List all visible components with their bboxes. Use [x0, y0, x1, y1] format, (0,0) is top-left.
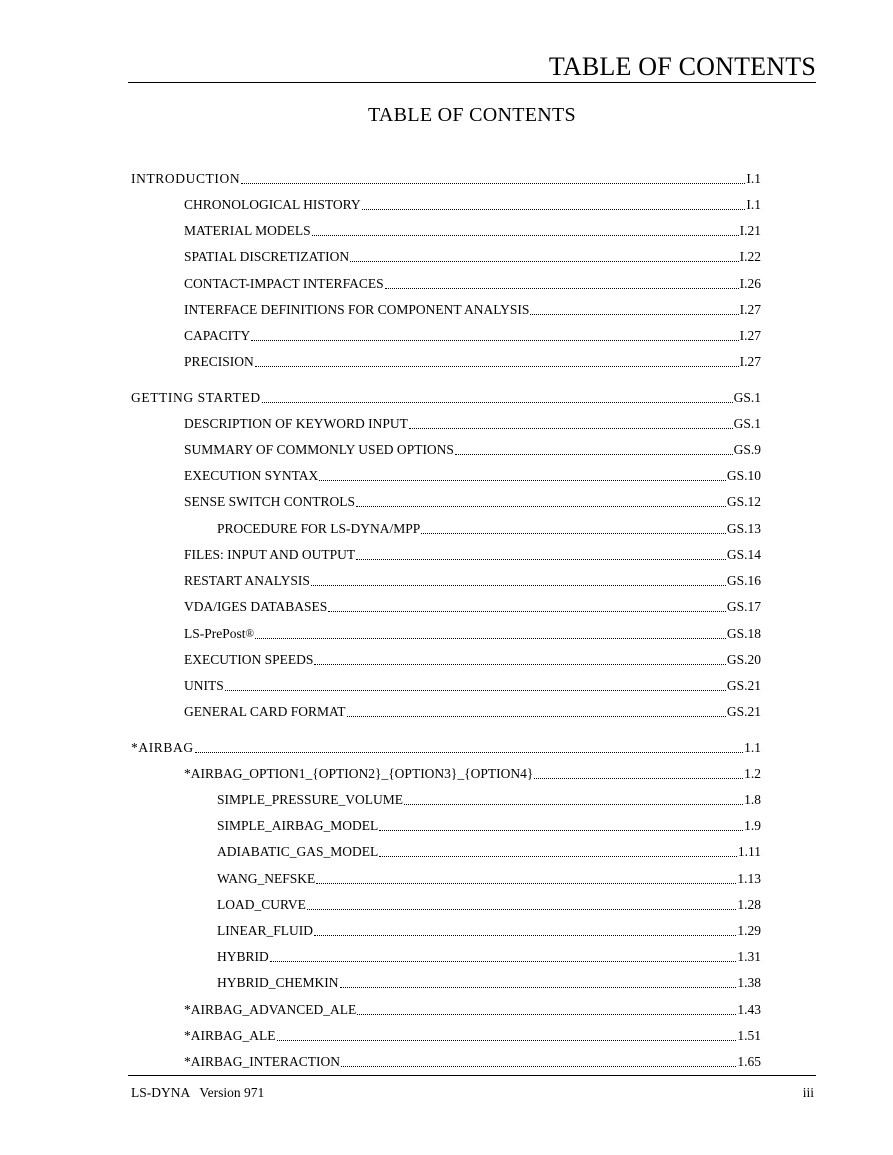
dot-leader	[319, 480, 726, 481]
toc-entry-title: GENERAL CARD FORMAT	[184, 704, 346, 719]
dot-leader	[421, 533, 726, 534]
toc-entry-page-number: I.26	[739, 276, 761, 291]
dot-leader	[277, 1040, 737, 1041]
toc-entry-page-number: I.22	[739, 249, 761, 264]
dot-leader	[314, 664, 725, 665]
toc-entry-page-number: 1.65	[737, 1054, 761, 1069]
toc-entry[interactable]	[184, 1053, 761, 1071]
toc-entry-page-number: I.21	[739, 223, 761, 238]
dot-leader	[347, 716, 726, 717]
toc-entry[interactable]	[184, 353, 761, 371]
toc-entry-title: *AIRBAG_ALE	[184, 1028, 276, 1043]
toc-entry-page-number: 1.11	[737, 844, 761, 859]
toc-entry[interactable]	[131, 389, 761, 407]
toc-entry[interactable]	[184, 651, 761, 669]
toc-entry-title: PRECISION	[184, 354, 254, 369]
toc-entry-page-number: GS.20	[726, 652, 761, 667]
toc-entry-title: SIMPLE_AIRBAG_MODEL	[217, 818, 379, 833]
toc-entry-page-number: 1.43	[737, 1002, 761, 1017]
toc-entry-title: LINEAR_FLUID	[217, 923, 313, 938]
dot-leader	[362, 209, 746, 210]
toc-entry-title: UNITS	[184, 678, 224, 693]
dot-leader	[404, 804, 743, 805]
toc-entry[interactable]	[184, 677, 761, 695]
toc-entry-page-number: GS.21	[726, 704, 761, 719]
toc-entry[interactable]	[184, 222, 761, 240]
toc-entry[interactable]	[217, 520, 761, 538]
running-header: TABLE OF CONTENTS	[548, 52, 816, 81]
toc-entry-page-number: I.27	[739, 302, 761, 317]
toc-entry-page-number: GS.1	[733, 416, 761, 431]
toc-entry[interactable]	[184, 1027, 761, 1045]
toc-entry[interactable]	[184, 441, 761, 459]
toc-entry-page-number: GS.17	[726, 599, 761, 614]
toc-entry[interactable]	[184, 546, 761, 564]
toc-entry-title: INTERFACE DEFINITIONS FOR COMPONENT ANALYSIS	[184, 302, 530, 317]
dot-leader	[312, 235, 739, 236]
toc-entry[interactable]	[184, 625, 761, 643]
dot-leader	[307, 909, 736, 910]
dot-leader	[251, 340, 738, 341]
toc-entry-page-number: GS.9	[733, 442, 761, 457]
toc-entry[interactable]	[184, 598, 761, 616]
toc-entry-page-number: I.1	[746, 171, 761, 186]
toc-entry-title: CAPACITY	[184, 328, 251, 343]
toc-entry[interactable]	[184, 493, 761, 511]
toc-entry-title: EXECUTION SYNTAX	[184, 468, 319, 483]
dot-leader	[316, 883, 736, 884]
toc-entry-title: WANG_NEFSKE	[217, 871, 316, 886]
toc-entry-page-number: GS.12	[726, 494, 761, 509]
toc-entry-page-number: 1.9	[744, 818, 761, 833]
toc-entry-title: GETTING STARTED	[131, 390, 261, 405]
toc-entry-page-number: I.27	[739, 328, 761, 343]
toc-entry-page-number: GS.13	[726, 521, 761, 536]
toc-entry-page-number: I.1	[746, 197, 761, 212]
footer-rule	[128, 1075, 816, 1076]
dot-leader	[455, 454, 733, 455]
dot-leader	[356, 506, 726, 507]
registered-mark: ®	[245, 628, 255, 640]
toc-entry-title: SIMPLE_PRESSURE_VOLUME	[217, 792, 404, 807]
toc-entry-page-number: 1.38	[737, 975, 761, 990]
toc-entry-title: LS-PrePost	[184, 626, 246, 641]
toc-entry-title: SUMMARY OF COMMONLY USED OPTIONS	[184, 442, 454, 457]
dot-leader	[357, 1014, 736, 1015]
toc-entry-page-number: GS.21	[726, 678, 761, 693]
toc-entry-page-number: 1.8	[744, 792, 761, 807]
toc-entry-page-number: 1.31	[737, 949, 761, 964]
toc-entry[interactable]	[184, 1001, 761, 1019]
toc-entry-page-number: GS.18	[726, 626, 761, 641]
dot-leader	[340, 987, 737, 988]
toc-entry-title: SENSE SWITCH CONTROLS	[184, 494, 356, 509]
toc-entry-title: CONTACT-IMPACT INTERFACES	[184, 276, 384, 291]
dot-leader	[409, 428, 733, 429]
dot-leader	[262, 402, 733, 403]
dot-leader	[255, 366, 739, 367]
toc-entry-title: CHRONOLOGICAL HISTORY	[184, 197, 361, 212]
toc-entry[interactable]	[131, 739, 761, 757]
dot-leader	[195, 752, 743, 753]
toc-entry-title: EXECUTION SPEEDS	[184, 652, 314, 667]
toc-entry[interactable]	[184, 327, 761, 345]
toc-entry-title: *AIRBAG_INTERACTION	[184, 1054, 340, 1069]
toc-entry-title: LOAD_CURVE	[217, 897, 306, 912]
header-rule	[128, 82, 816, 83]
dot-leader	[314, 935, 736, 936]
toc-entry-page-number: GS.1	[733, 390, 761, 405]
toc-entry-page-number: 1.28	[737, 897, 761, 912]
footer-page-number: iii	[802, 1085, 814, 1100]
toc-entry-page-number: 1.29	[737, 923, 761, 938]
toc-entry-title: MATERIAL MODELS	[184, 223, 311, 238]
toc-entry-title: HYBRID_CHEMKIN	[217, 975, 339, 990]
dot-leader	[311, 585, 726, 586]
toc-entry[interactable]	[184, 301, 761, 319]
dot-leader	[379, 830, 743, 831]
dot-leader	[350, 261, 738, 262]
dot-leader	[341, 1066, 736, 1067]
toc-entry[interactable]	[184, 196, 761, 214]
toc-entry[interactable]	[184, 467, 761, 485]
dot-leader	[379, 856, 737, 857]
toc-entry[interactable]	[131, 170, 761, 188]
toc-entry-page-number: I.27	[739, 354, 761, 369]
toc-entry[interactable]	[184, 572, 761, 590]
toc-entry-title: HYBRID	[217, 949, 269, 964]
toc-entry-page-number: 1.2	[744, 766, 761, 781]
dot-leader	[385, 288, 739, 289]
dot-leader	[270, 961, 737, 962]
toc-entry-page-number: GS.16	[726, 573, 761, 588]
toc-entry[interactable]	[217, 843, 761, 861]
dot-leader	[225, 690, 726, 691]
toc-entry-page-number: 1.13	[737, 871, 761, 886]
dot-leader	[356, 559, 726, 560]
toc-entry-page-number: 1.51	[737, 1028, 761, 1043]
toc-entry[interactable]	[184, 248, 761, 266]
toc-entry-title: ADIABATIC_GAS_MODEL	[217, 844, 379, 859]
toc-entry[interactable]	[184, 275, 761, 293]
toc-entry-title: RESTART ANALYSIS	[184, 573, 310, 588]
toc-entry-title: DESCRIPTION OF KEYWORD INPUT	[184, 416, 408, 431]
dot-leader	[241, 183, 745, 184]
toc-entry[interactable]	[217, 948, 761, 966]
toc-entry-title: *AIRBAG	[131, 740, 194, 755]
toc-entry[interactable]	[217, 870, 761, 888]
toc-entry[interactable]	[217, 817, 761, 835]
toc-entry-page-number: 1.1	[744, 740, 761, 755]
dot-leader	[328, 611, 726, 612]
toc-entry-title: *AIRBAG_ADVANCED_ALE	[184, 1002, 357, 1017]
page-title: TABLE OF CONTENTS	[368, 104, 576, 126]
toc-entry[interactable]	[217, 791, 761, 809]
toc-entry-title: INTRODUCTION	[131, 171, 241, 186]
toc-entry-title: SPATIAL DISCRETIZATION	[184, 249, 350, 264]
toc-entry-title: *AIRBAG_OPTION1_{OPTION2}_{OPTION3}_{OPTION4}	[184, 766, 534, 781]
toc-entry[interactable]	[217, 922, 761, 940]
dot-leader	[255, 638, 726, 639]
toc-entry[interactable]	[184, 415, 761, 433]
toc-entry[interactable]	[217, 896, 761, 914]
toc-entry[interactable]	[217, 974, 761, 992]
footer-document-version: LS-DYNA Version 971	[131, 1085, 265, 1100]
toc-entry-title: VDA/IGES DATABASES	[184, 599, 328, 614]
dot-leader	[530, 314, 738, 315]
toc-entry-title: PROCEDURE FOR LS-DYNA/MPP	[217, 521, 421, 536]
toc-entry-page-number: GS.10	[726, 468, 761, 483]
toc-entry-page-number: GS.14	[726, 547, 761, 562]
toc-entry[interactable]	[184, 703, 761, 721]
dot-leader	[534, 778, 743, 779]
toc-entry-title: FILES: INPUT AND OUTPUT	[184, 547, 356, 562]
toc-entry[interactable]	[184, 765, 761, 783]
